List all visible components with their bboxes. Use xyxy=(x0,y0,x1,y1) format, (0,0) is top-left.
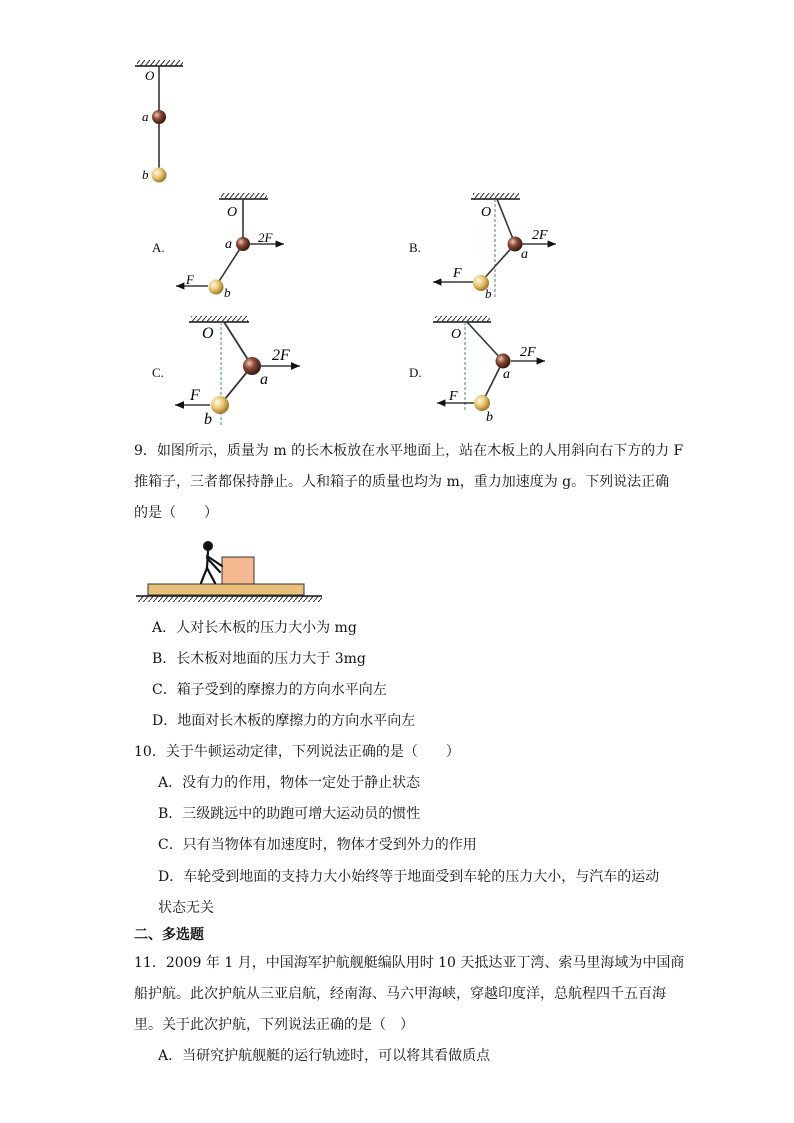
svg-text:2F: 2F xyxy=(532,228,548,243)
svg-text:F: F xyxy=(449,389,458,404)
svg-text:a: a xyxy=(225,237,232,252)
svg-text:F: F xyxy=(190,387,200,404)
svg-text:O: O xyxy=(202,325,214,342)
q10-option-b[interactable]: B．三级跳远中的助跑可增大运动员的惯性 xyxy=(158,806,421,822)
figure-option-a xyxy=(176,193,284,300)
q10-option-d[interactable]: D．车轮受到地面的支持力大小始终等于地面受到车轮的压力大小，与汽车的运动 xyxy=(158,869,660,885)
svg-text:b: b xyxy=(204,411,212,428)
section-heading: 二、多选题 xyxy=(134,927,204,943)
option-c-letter[interactable]: C. xyxy=(152,365,164,380)
q10-option-c[interactable]: C．只有当物体有加速度时，物体才受到外力的作用 xyxy=(158,837,477,853)
option-b-letter[interactable]: B. xyxy=(409,240,421,255)
svg-text:a: a xyxy=(521,247,528,262)
svg-text:O: O xyxy=(481,205,492,220)
ball-a xyxy=(152,110,166,124)
svg-text:b: b xyxy=(485,286,492,301)
q11-stem-line2: 船护航。此次护航从三亚启航，经南海、马六甲海峡，穿越印度洋，总航程四千五百海 xyxy=(134,986,666,1002)
q11-stem-line3: 里。关于此次护航，下列说法正确的是（ ） xyxy=(134,1017,414,1033)
q11-stem-line1: 11．2009 年 1 月，中国海军护航舰艇编队用时 10 天抵达亚丁湾、索马里海域为中国商 xyxy=(134,955,685,971)
svg-text:O: O xyxy=(451,327,462,342)
q10-stem: 10．关于牛顿运动定律，下列说法正确的是（ ） xyxy=(134,744,460,760)
figure-option-b xyxy=(433,193,556,301)
q9-option-b[interactable]: B．长木板对地面的压力大于 3mg xyxy=(152,651,366,667)
option-a-letter[interactable]: A. xyxy=(152,240,165,255)
figure-option-d xyxy=(433,316,545,425)
label-b: b xyxy=(142,167,149,182)
q9-stem-line1: 9．如图所示，质量为 m 的长木板放在水平地面上，站在木板上的人用斜向右下方的力 F xyxy=(134,443,684,459)
figure-q9 xyxy=(136,541,322,602)
svg-text:F: F xyxy=(453,266,462,281)
q9-stem-line3: 的是（ ） xyxy=(134,505,218,521)
box xyxy=(222,557,254,584)
svg-text:a: a xyxy=(503,367,510,382)
svg-text:b: b xyxy=(486,410,493,425)
q9-option-c[interactable]: C．箱子受到的摩擦力的方向水平向左 xyxy=(152,682,387,698)
option-d-letter[interactable]: D. xyxy=(409,365,422,380)
q9-option-d[interactable]: D．地面对长木板的摩擦力的方向水平向左 xyxy=(152,713,416,729)
figure-option-c xyxy=(175,316,300,428)
q9-option-a[interactable]: A．人对长木板的压力大小为 mg xyxy=(152,620,357,636)
svg-text:2F: 2F xyxy=(258,230,273,245)
svg-text:b: b xyxy=(224,285,231,300)
svg-text:O: O xyxy=(227,205,238,220)
svg-text:2F: 2F xyxy=(272,347,290,364)
person-icon xyxy=(201,541,222,583)
label-a: a xyxy=(142,109,149,124)
q9-stem-line2: 推箱子，三者都保持静止。人和箱子的质量也均为 m，重力加速度为 g。下列说法正确 xyxy=(134,474,670,490)
svg-text:2F: 2F xyxy=(520,345,536,360)
q11-option-a[interactable]: A．当研究护航舰艇的运行轨迹时，可以将其看做质点 xyxy=(158,1048,491,1064)
ball-b xyxy=(152,168,167,183)
q10-option-d-continued: 状态无关 xyxy=(158,900,214,916)
figure-top xyxy=(135,60,183,183)
q10-option-a[interactable]: A．没有力的作用，物体一定处于静止状态 xyxy=(158,775,421,791)
label-O: O xyxy=(145,68,155,83)
svg-text:a: a xyxy=(260,371,268,388)
long-board xyxy=(148,584,304,595)
svg-text:F: F xyxy=(186,272,194,287)
